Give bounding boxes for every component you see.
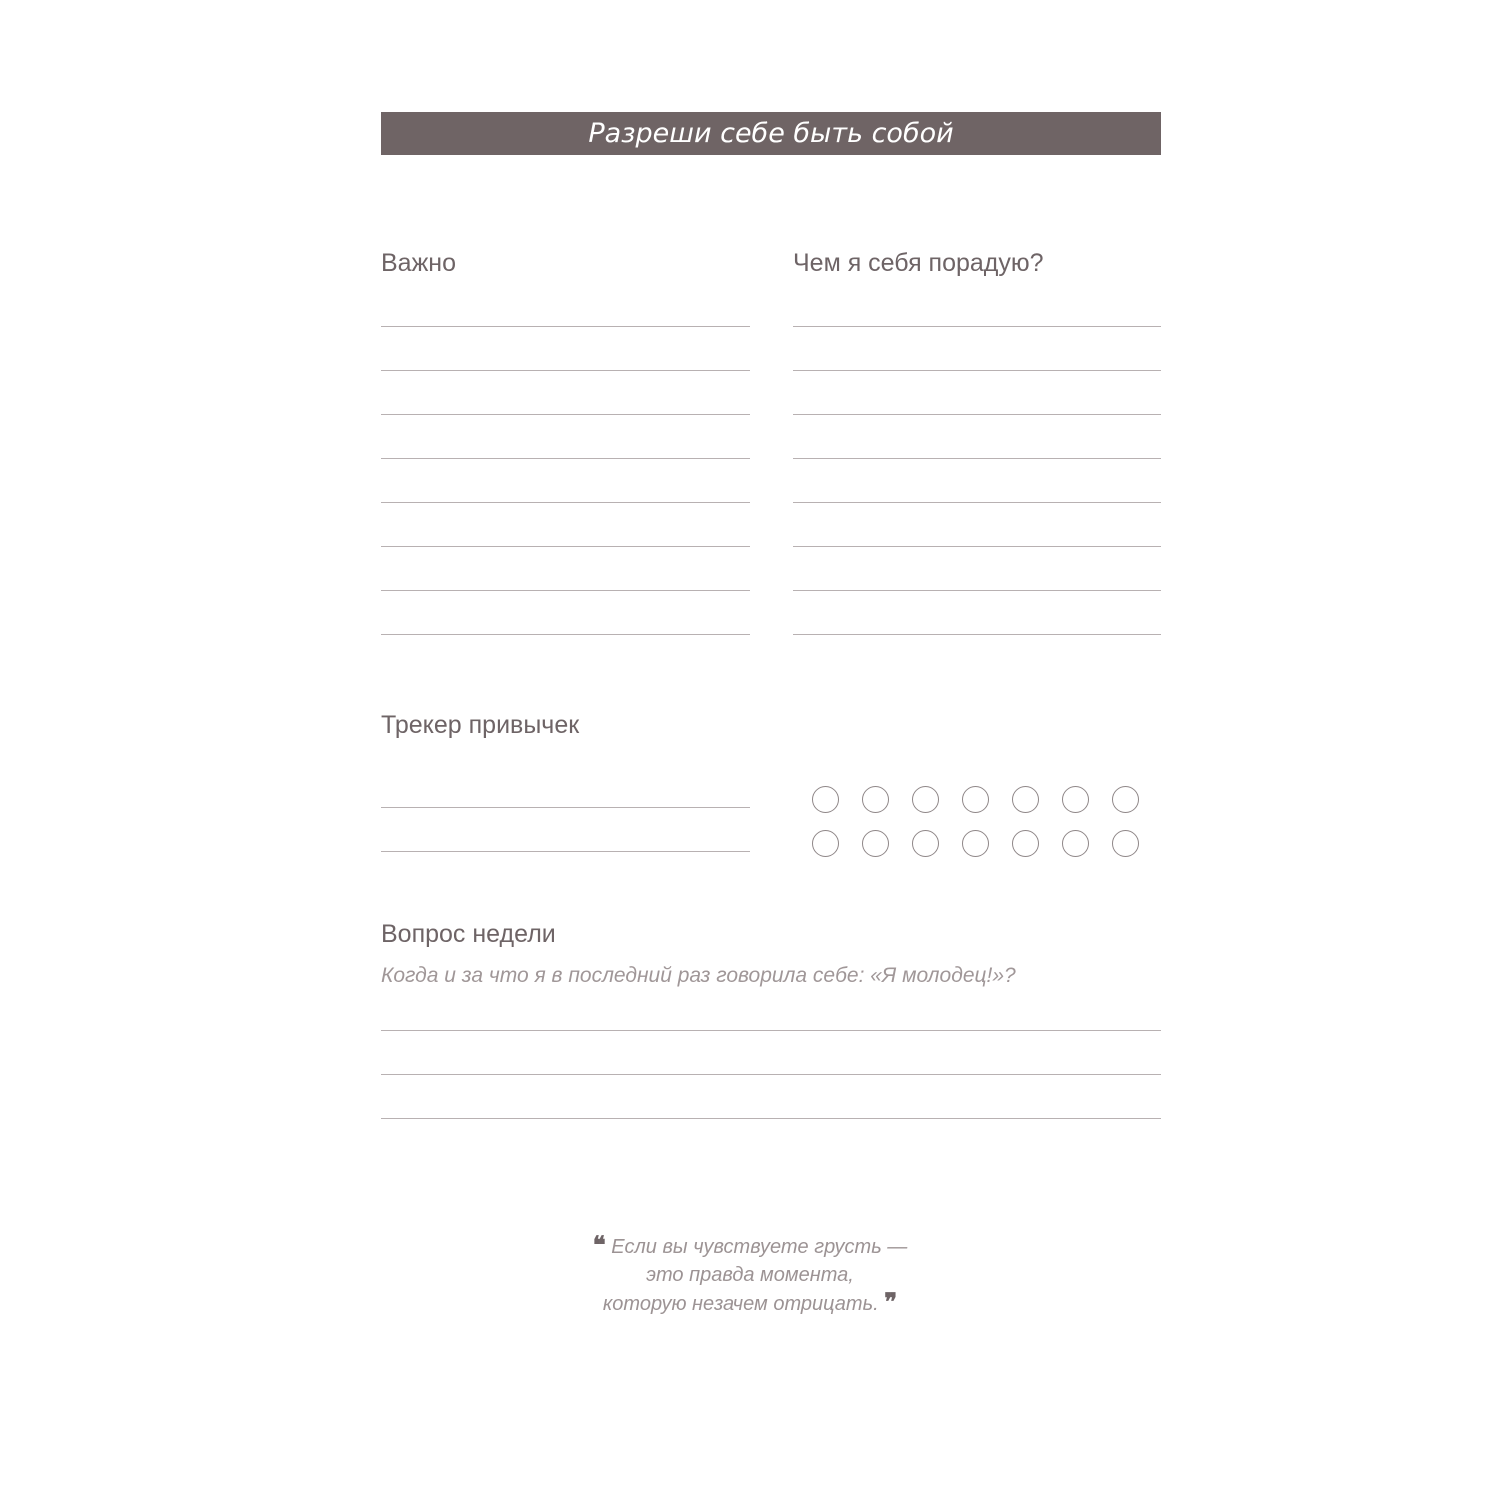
habit-circle[interactable] <box>912 830 939 857</box>
habit-circle[interactable] <box>862 830 889 857</box>
quote-text-3: которую незачем отрицать. <box>602 1293 879 1315</box>
important-line[interactable] <box>381 414 750 415</box>
habit-line[interactable] <box>381 851 750 852</box>
habits-heading: Трекер привычек <box>381 711 580 739</box>
habit-circle[interactable] <box>962 830 989 857</box>
habit-circle[interactable] <box>1112 830 1139 857</box>
important-line[interactable] <box>381 326 750 327</box>
important-line[interactable] <box>381 634 750 635</box>
habit-circle[interactable] <box>1062 830 1089 857</box>
habit-circle[interactable] <box>962 786 989 813</box>
treat-heading: Чем я себя порадую? <box>793 249 1044 277</box>
habit-circle[interactable] <box>1112 786 1139 813</box>
page-banner: Разреши себе быть собой <box>381 112 1161 155</box>
quote-line-3 <box>540 1289 960 1318</box>
quote-block <box>540 1232 960 1318</box>
habit-circle[interactable] <box>812 830 839 857</box>
treat-line[interactable] <box>793 414 1161 415</box>
important-line[interactable] <box>381 370 750 371</box>
important-line[interactable] <box>381 458 750 459</box>
close-quote-icon: ❞ <box>884 1289 898 1316</box>
question-heading: Вопрос недели <box>381 920 556 948</box>
important-line[interactable] <box>381 546 750 547</box>
habit-circle[interactable] <box>1012 786 1039 813</box>
important-heading: Важно <box>381 249 457 277</box>
treat-line[interactable] <box>793 326 1161 327</box>
open-quote-icon: ❝ <box>592 1232 606 1259</box>
habit-circle[interactable] <box>912 786 939 813</box>
habit-circle[interactable] <box>812 786 839 813</box>
treat-line[interactable] <box>793 546 1161 547</box>
quote-text-1: Если вы чувствуете грусть — <box>611 1236 908 1258</box>
important-line[interactable] <box>381 502 750 503</box>
treat-line[interactable] <box>793 590 1161 591</box>
treat-line[interactable] <box>793 370 1161 371</box>
question-line[interactable] <box>381 1030 1161 1031</box>
treat-line[interactable] <box>793 502 1161 503</box>
treat-line[interactable] <box>793 458 1161 459</box>
question-line[interactable] <box>381 1074 1161 1075</box>
quote-line-1 <box>540 1232 960 1261</box>
treat-line[interactable] <box>793 634 1161 635</box>
habit-line[interactable] <box>381 807 750 808</box>
question-line[interactable] <box>381 1118 1161 1119</box>
question-text: Когда и за что я в последний раз говорила себе: «Я молодец!»? <box>381 964 1016 987</box>
habit-circle[interactable] <box>1062 786 1089 813</box>
habit-circle[interactable] <box>862 786 889 813</box>
important-line[interactable] <box>381 590 750 591</box>
quote-text-2: это правда момента, <box>646 1264 854 1286</box>
habit-circle[interactable] <box>1012 830 1039 857</box>
